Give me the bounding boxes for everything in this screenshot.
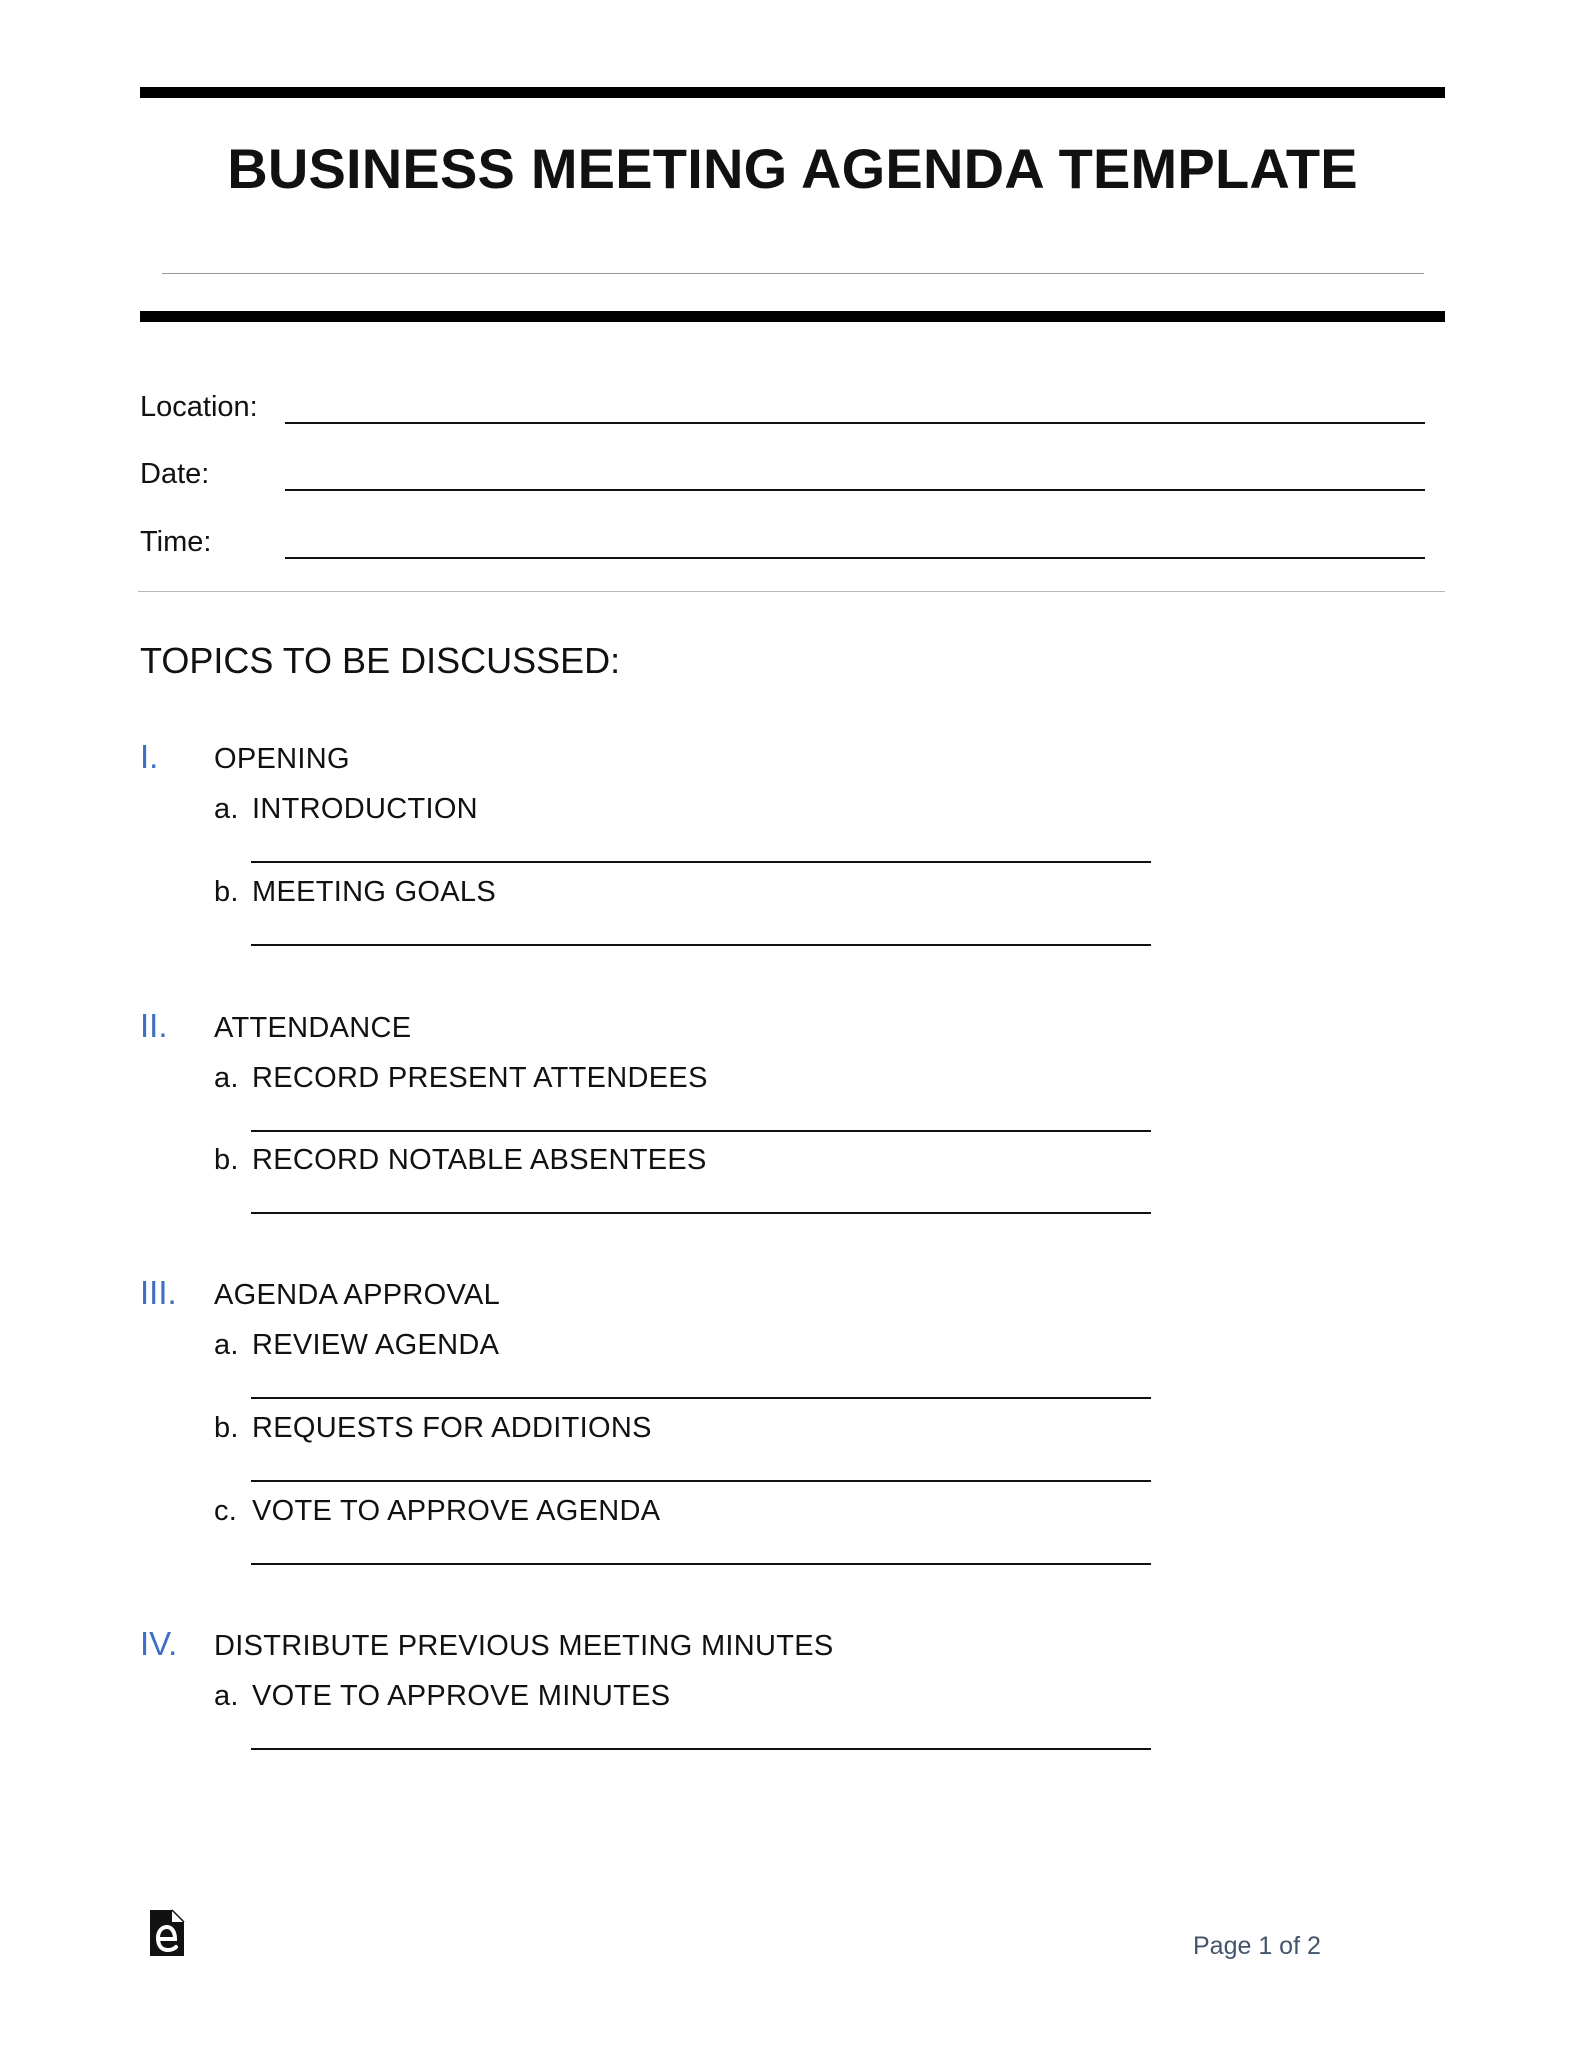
section-title: AGENDA APPROVAL — [214, 1279, 501, 1311]
agenda-item — [214, 1143, 707, 1177]
agenda-item — [214, 1328, 499, 1362]
item-text: VOTE TO APPROVE AGENDA — [252, 1495, 661, 1527]
header-bottom-rule — [140, 311, 1445, 322]
item-notes-line[interactable] — [251, 944, 1151, 946]
item-letter: c. — [214, 1495, 238, 1527]
item-letter: a. — [214, 793, 239, 825]
time-field[interactable] — [285, 557, 1425, 559]
agenda-item — [214, 875, 496, 909]
item-notes-line[interactable] — [251, 1397, 1151, 1399]
item-letter: b. — [214, 1412, 239, 1444]
subtitle-blank-line — [162, 273, 1424, 274]
header-top-rule — [140, 87, 1445, 98]
section-numeral: II. — [140, 1007, 168, 1044]
item-text: REVIEW AGENDA — [252, 1329, 500, 1361]
document-e-icon — [148, 1906, 186, 1958]
fields-divider — [138, 591, 1445, 592]
item-letter: a. — [214, 1680, 239, 1712]
agenda-item — [214, 1494, 660, 1528]
date-label: Date: — [140, 458, 210, 490]
agenda-item — [214, 1679, 670, 1713]
item-text: REQUESTS FOR ADDITIONS — [252, 1412, 652, 1444]
agenda-item — [214, 792, 478, 826]
item-notes-line[interactable] — [251, 861, 1151, 863]
item-notes-line[interactable] — [251, 1748, 1151, 1750]
page-number: Page 1 of 2 — [1193, 1932, 1321, 1960]
item-notes-line[interactable] — [251, 1563, 1151, 1565]
section-title: OPENING — [214, 743, 350, 775]
item-letter: a. — [214, 1062, 239, 1094]
section-numeral: IV. — [140, 1625, 178, 1662]
date-field[interactable] — [285, 489, 1425, 491]
item-text: VOTE TO APPROVE MINUTES — [252, 1680, 671, 1712]
item-text: INTRODUCTION — [252, 793, 478, 825]
agenda-item — [214, 1061, 708, 1095]
agenda-item — [214, 1411, 652, 1445]
item-letter: a. — [214, 1329, 239, 1361]
item-text: RECORD NOTABLE ABSENTEES — [252, 1144, 707, 1176]
item-letter: b. — [214, 876, 239, 908]
item-letter: b. — [214, 1144, 239, 1176]
section-title: ATTENDANCE — [214, 1012, 412, 1044]
item-notes-line[interactable] — [251, 1480, 1151, 1482]
location-field[interactable] — [285, 422, 1425, 424]
location-label: Location: — [140, 391, 258, 423]
topics-heading: TOPICS TO BE DISCUSSED: — [140, 640, 621, 681]
item-notes-line[interactable] — [251, 1130, 1151, 1132]
document-title: BUSINESS MEETING AGENDA TEMPLATE — [227, 137, 1358, 200]
section-numeral: I. — [140, 738, 159, 775]
item-text: MEETING GOALS — [252, 876, 496, 908]
time-label: Time: — [140, 526, 212, 558]
section-numeral: III. — [140, 1274, 177, 1311]
section-title: DISTRIBUTE PREVIOUS MEETING MINUTES — [214, 1630, 834, 1662]
item-text: RECORD PRESENT ATTENDEES — [252, 1062, 708, 1094]
item-notes-line[interactable] — [251, 1212, 1151, 1214]
